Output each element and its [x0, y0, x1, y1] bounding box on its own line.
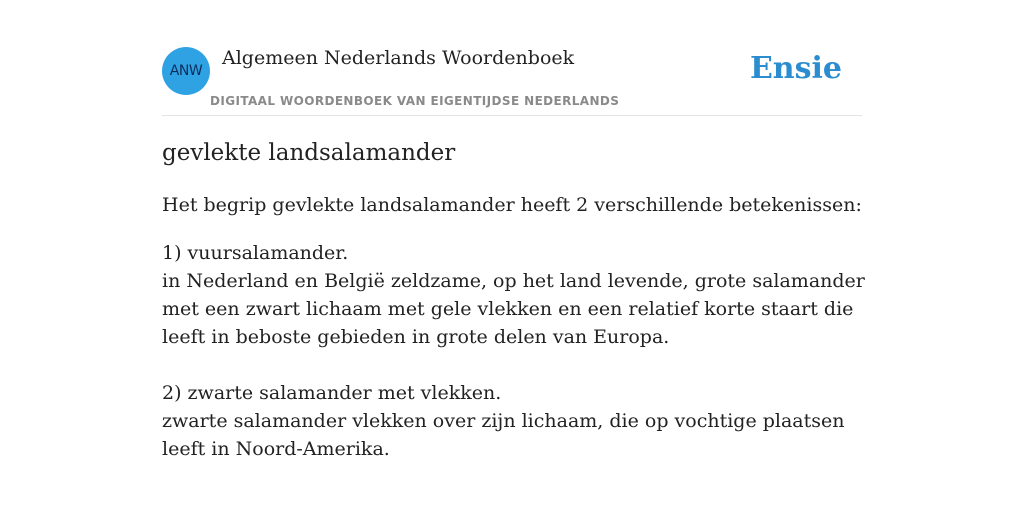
entry-intro: Het begrip gevlekte landsalamander heeft 2 verschillende betekenissen: [162, 194, 862, 216]
definition-item [162, 379, 867, 463]
definition-text: zwarte salamander vlekken over zijn lichaam, die op vochtige plaatsen leeft in Noord-Amerika. [162, 410, 845, 460]
definition-text: in Nederland en België zeldzame, op het land levende, grote salamander met een zwart lichaam met gele vlekken en een relatief korte staart die leeft in beboste gebieden in grote delen van Europa. [162, 270, 865, 348]
anw-logo[interactable] [162, 47, 210, 95]
site-title[interactable]: Algemeen Nederlands Woordenboek [222, 47, 575, 69]
site-subtitle: DIGITAAL WOORDENBOEK VAN EIGENTIJDSE NEDERLANDS [210, 94, 620, 108]
definition-item [162, 239, 867, 351]
logo-text: ANW [169, 63, 203, 79]
headword: gevlekte landsalamander [162, 140, 456, 166]
definition-word: 1) vuursalamander. [162, 242, 349, 264]
ensie-brand-logo[interactable]: Ensie [749, 51, 842, 86]
header-divider [162, 115, 862, 116]
definitions-list [162, 239, 867, 491]
definition-word: 2) zwarte salamander met vlekken. [162, 382, 502, 404]
